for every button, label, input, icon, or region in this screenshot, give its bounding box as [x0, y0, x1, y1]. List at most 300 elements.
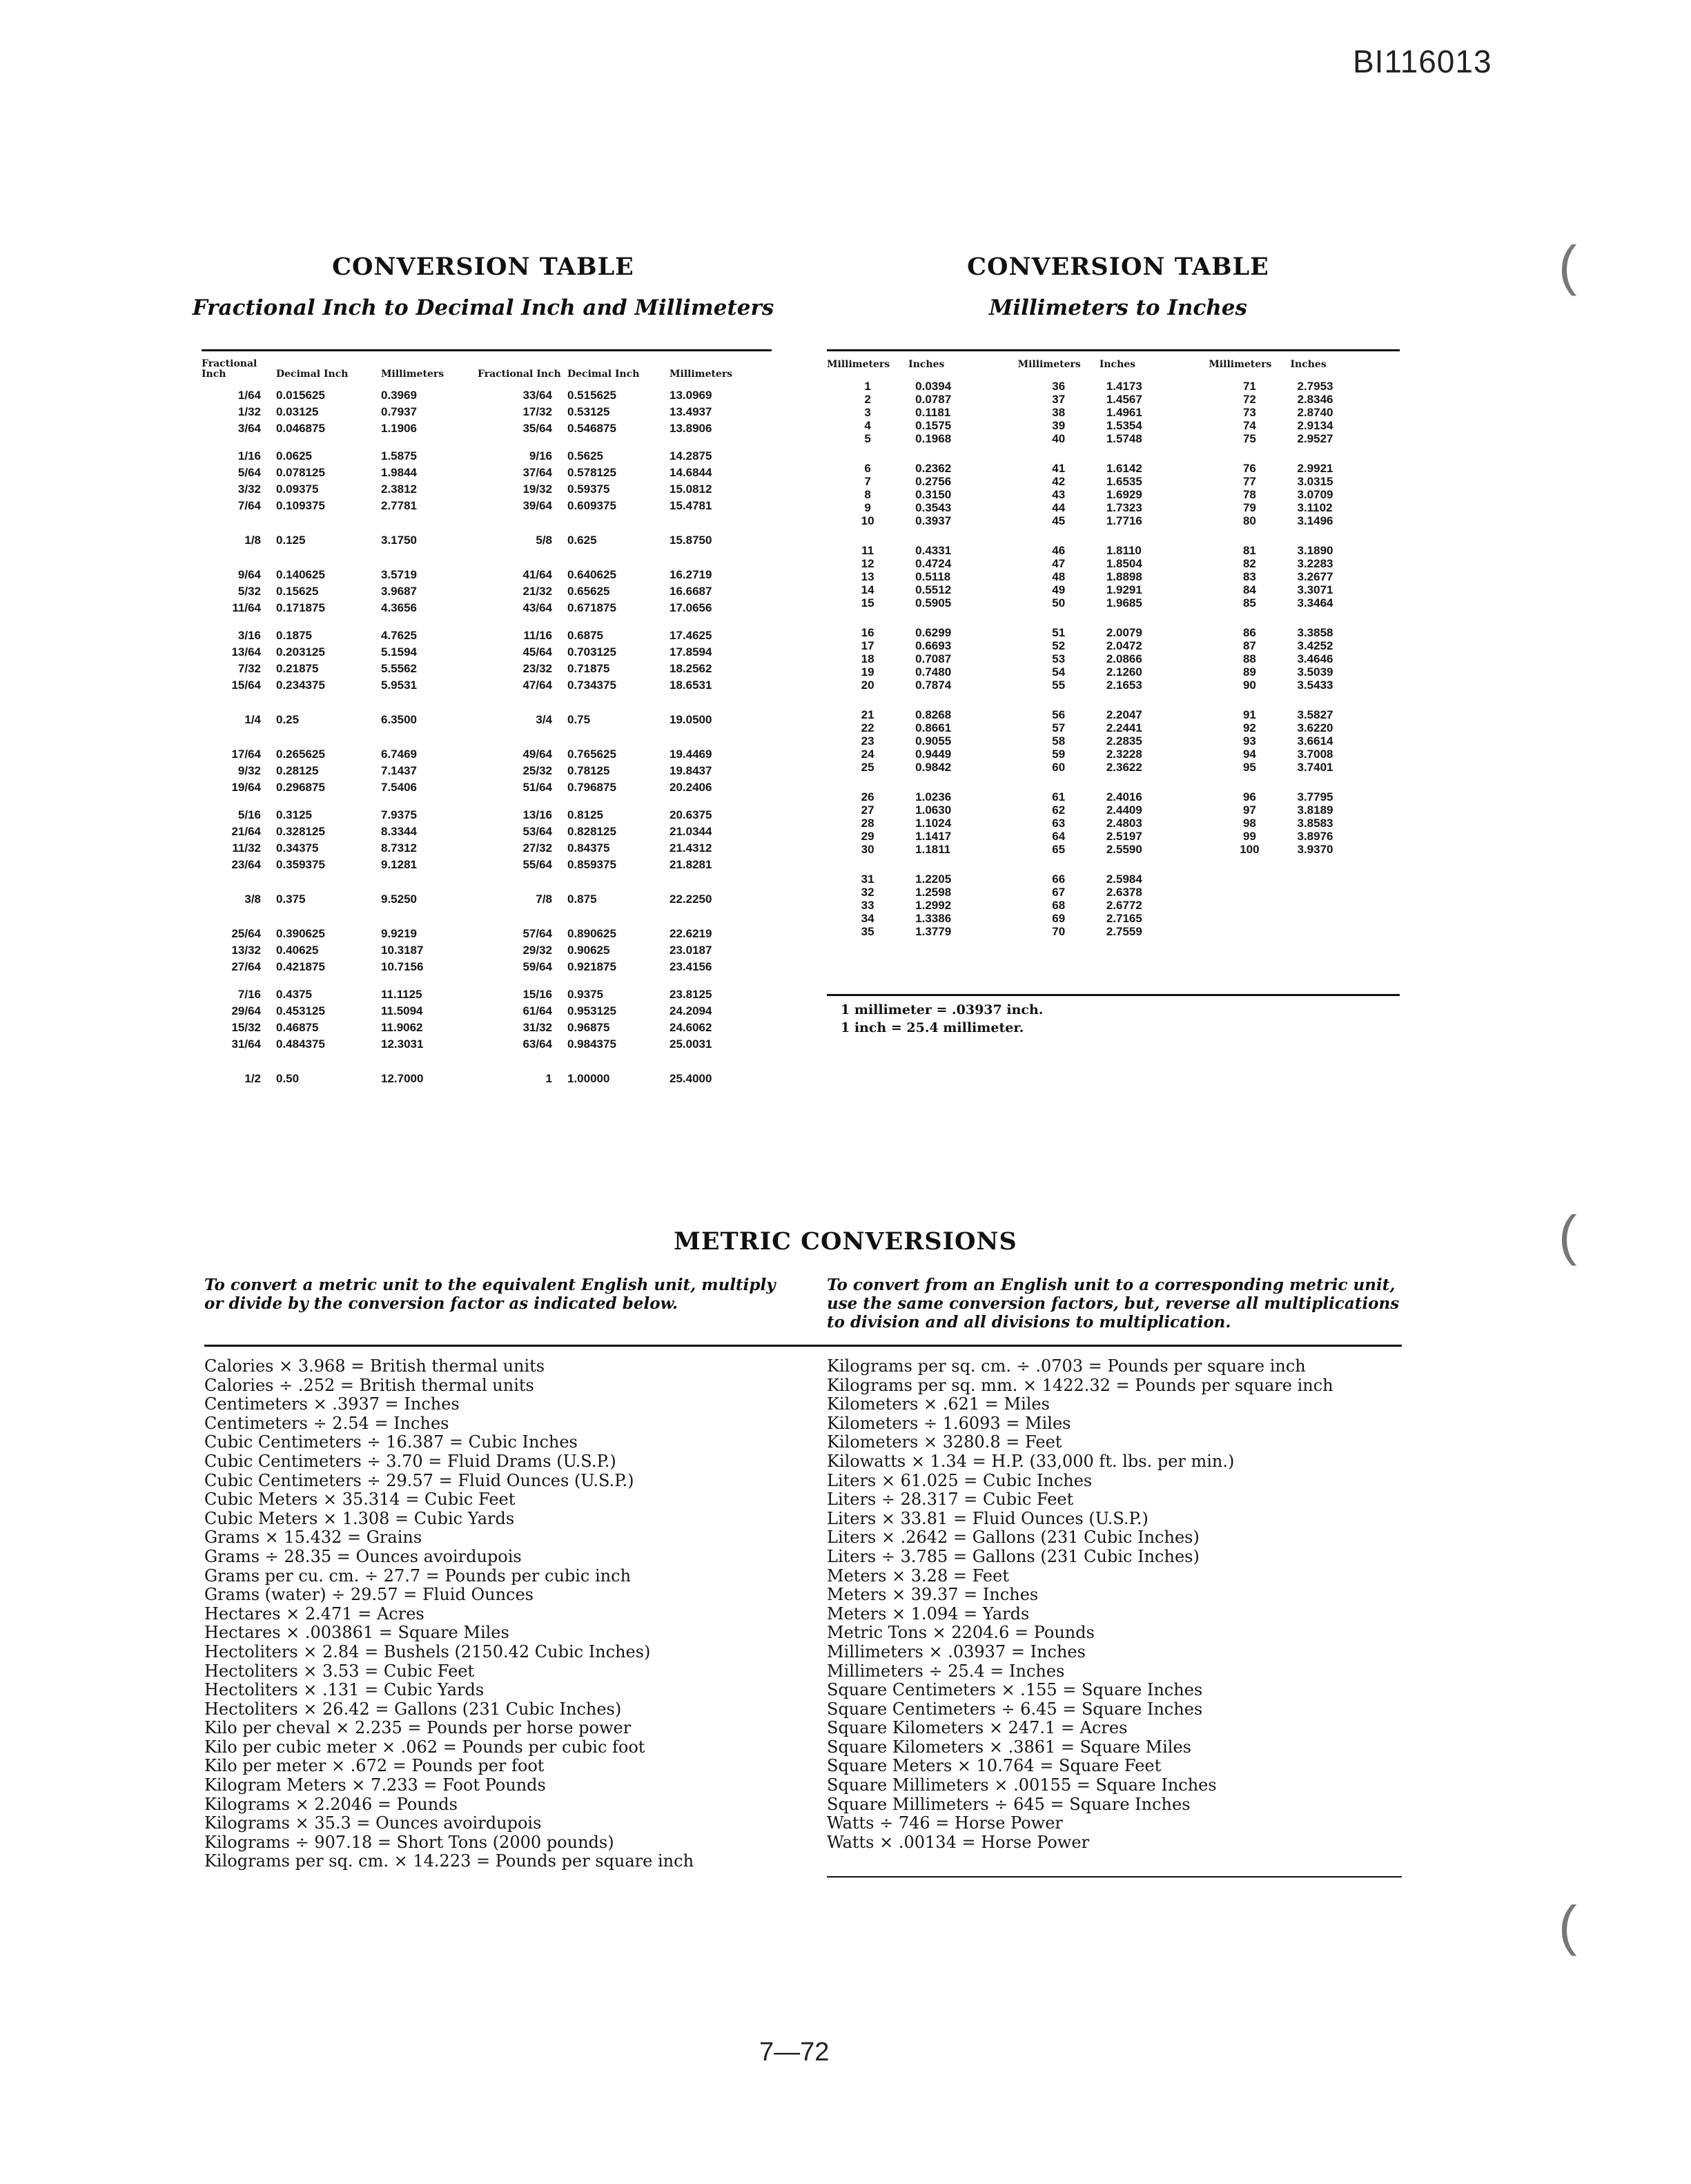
mm-value-cell: 37: [1052, 393, 1066, 406]
mm-table-row: [827, 734, 1400, 748]
frac-table-row: [202, 677, 772, 694]
mm-value-cell: 68: [1052, 899, 1066, 912]
frac-table-row: [202, 1020, 772, 1036]
frac-cell: 12.7000: [381, 1072, 424, 1086]
mm-table-subtitle: Millimeters to Inches: [989, 295, 1247, 320]
conversion-formula: Kilo per cheval × 2.235 = Pounds per horse power: [204, 1718, 632, 1738]
frac-cell: 0.328125: [276, 825, 325, 839]
frac-cell: 2.3812: [381, 482, 417, 496]
mm-value-cell: 19: [861, 665, 874, 679]
frac-table-row: [202, 387, 772, 404]
frac-cell: 19/64: [231, 781, 261, 794]
inch-value-cell: 0.2756: [915, 475, 952, 488]
frac-table-row: [202, 873, 772, 915]
frac-cell: 0.3125: [276, 808, 312, 822]
inch-value-cell: 1.5354: [1106, 419, 1142, 432]
conversion-formula: Square Millimeters ÷ 645 = Square Inches: [827, 1794, 1191, 1814]
frac-table-body: [202, 387, 772, 1094]
inch-value-cell: 1.4173: [1106, 380, 1142, 393]
inch-value-cell: 3.2677: [1297, 570, 1333, 583]
inch-value-cell: 1.2992: [915, 899, 952, 912]
mm-value-cell: 50: [1052, 596, 1066, 610]
frac-cell: 9/16: [529, 449, 552, 463]
conversion-formula: Kilograms per sq. cm. × 14.223 = Pounds per square inch: [204, 1851, 694, 1871]
frac-cell: 0.859375: [567, 858, 616, 872]
frac-cell: 33/64: [522, 389, 552, 402]
frac-cell: 45/64: [522, 645, 552, 659]
frac-cell: 0.890625: [567, 927, 616, 941]
frac-cell: 0.15625: [276, 585, 319, 598]
frac-cell: 1/64: [237, 389, 261, 402]
mm-table-row: [827, 774, 1400, 803]
frac-cell: 0.640625: [567, 568, 616, 582]
mm-table-row: [827, 432, 1400, 445]
binder-hole-mark-bottom: (: [1558, 1895, 1577, 1956]
mm-table-row: [827, 501, 1400, 514]
inch-value-cell: 3.7401: [1297, 761, 1333, 774]
frac-cell: 15/16: [522, 988, 552, 1002]
inch-value-cell: 2.9134: [1297, 419, 1333, 432]
inch-value-cell: 0.0394: [915, 380, 952, 393]
conversion-formula: Grams per cu. cm. ÷ 27.7 = Pounds per cubic inch: [204, 1566, 632, 1586]
inch-value-cell: 3.8189: [1297, 803, 1333, 817]
mm-table-row: [827, 925, 1400, 938]
frac-cell: 0.96875: [567, 1021, 610, 1035]
conversion-formula: Hectoliters × 26.42 = Gallons (231 Cubic Inches): [204, 1699, 622, 1719]
mm-value-cell: 36: [1052, 380, 1066, 393]
inch-value-cell: 2.5197: [1106, 830, 1142, 843]
conversion-formula: Square Millimeters × .00155 = Square Inches: [827, 1775, 1217, 1795]
frac-cell: 7/64: [237, 499, 261, 513]
inch-value-cell: 2.0866: [1106, 652, 1142, 665]
frac-cell: 0.46875: [276, 1021, 319, 1035]
inch-value-cell: 0.8268: [915, 708, 952, 721]
mm-value-cell: 76: [1242, 462, 1256, 475]
frac-cell: 8.7312: [381, 841, 417, 855]
mm-value-cell: 12: [861, 557, 874, 570]
mm-value-cell: 92: [1242, 721, 1256, 734]
inch-value-cell: 0.5118: [915, 570, 951, 583]
mm-value-cell: 48: [1052, 570, 1066, 583]
frac-table-row: [202, 857, 772, 873]
frac-cell: 17.8594: [669, 645, 712, 659]
frac-cell: 19.8437: [669, 764, 712, 778]
mm-value-cell: 6: [864, 462, 871, 475]
mm-value-cell: 7: [864, 475, 871, 488]
frac-cell: 3.1750: [381, 534, 417, 547]
mm-table-row: [827, 557, 1400, 570]
mm-value-cell: 47: [1052, 557, 1066, 570]
inch-value-cell: 1.5748: [1106, 432, 1142, 445]
frac-cell: 1.00000: [567, 1072, 610, 1086]
conversion-formula: Liters × .2642 = Gallons (231 Cubic Inches): [827, 1528, 1200, 1548]
mm-value-cell: 13: [861, 570, 874, 583]
frac-cell: 3/32: [237, 482, 261, 496]
frac-cell: 0.9375: [567, 988, 603, 1002]
frac-table-row: [202, 644, 772, 661]
frac-cell: 27/32: [522, 841, 552, 855]
frac-cell: 1/32: [237, 405, 261, 419]
conversion-formula: Liters × 33.81 = Fluid Ounces (U.S.P.): [827, 1508, 1148, 1528]
mm-table-bottom-rule: [827, 994, 1400, 996]
frac-cell: 0.8125: [567, 808, 603, 822]
inch-value-cell: 1.2205: [915, 872, 952, 886]
frac-table-row: [202, 661, 772, 677]
mm-note-inch: 1 inch = 25.4 millimeter.: [841, 1020, 1024, 1035]
mm-table-row: [827, 748, 1400, 761]
conversion-formula: Kilo per cubic meter × .062 = Pounds per cubic foot: [204, 1737, 645, 1757]
inch-value-cell: 1.3386: [915, 912, 952, 925]
frac-cell: 0.59375: [567, 482, 610, 496]
inch-value-cell: 3.4252: [1297, 639, 1333, 652]
frac-cell: 0.90625: [567, 944, 610, 957]
mm-table-title: CONVERSION TABLE: [967, 253, 1269, 281]
inch-value-cell: 2.2835: [1106, 734, 1142, 748]
inch-value-cell: 0.2362: [915, 462, 952, 475]
frac-table-row: [202, 840, 772, 857]
frac-cell: 0.359375: [276, 858, 325, 872]
conversion-formula: Kilograms per sq. cm. ÷ .0703 = Pounds per square inch: [827, 1356, 1306, 1376]
mm-value-cell: 30: [861, 843, 874, 856]
frac-cell: 0.21875: [276, 662, 319, 676]
frac-table-row: [202, 1053, 772, 1094]
frac-cell: 13.8906: [669, 422, 712, 436]
mm-value-cell: 46: [1052, 544, 1066, 557]
metric-conversions-title: METRIC CONVERSIONS: [674, 1227, 1017, 1256]
inch-value-cell: 3.5433: [1297, 679, 1333, 692]
frac-cell: 25/32: [522, 764, 552, 778]
conversion-formula: Grams (water) ÷ 29.57 = Fluid Ounces: [204, 1585, 534, 1605]
mm-value-cell: 86: [1242, 626, 1256, 639]
frac-cell: 0.1875: [276, 629, 312, 643]
mm-value-cell: 5: [864, 432, 871, 445]
inch-value-cell: 1.6929: [1106, 488, 1142, 501]
frac-table-row: [202, 694, 772, 735]
mm-value-cell: [1209, 912, 1290, 925]
frac-cell: 1.9844: [381, 466, 417, 480]
frac-cell: 19.4469: [669, 748, 712, 761]
frac-cell: 0.671875: [567, 601, 616, 615]
frac-table-row: [202, 616, 772, 644]
mm-value-cell: 73: [1242, 406, 1256, 419]
mm-value-cell: 61: [1052, 790, 1066, 803]
mm-table-row: [827, 393, 1400, 406]
conversion-formula: Calories × 3.968 = British thermal units: [204, 1356, 545, 1376]
binder-hole-mark-top: (: [1558, 235, 1577, 296]
inch-value-cell: 0.4331: [915, 544, 952, 557]
inch-value-cell: 0.9449: [915, 748, 952, 761]
mm-value-cell: 21: [861, 708, 874, 721]
frac-cell: 25.4000: [669, 1072, 712, 1086]
inch-value-cell: 1.3779: [915, 925, 952, 938]
inch-value-cell: 3.2283: [1297, 557, 1333, 570]
inch-value-cell: 2.1653: [1106, 679, 1142, 692]
inch-value-cell: 1.7323: [1106, 501, 1142, 514]
frac-cell: 63/64: [522, 1037, 552, 1051]
inch-value-cell: 1.8898: [1106, 570, 1142, 583]
frac-cell: 0.84375: [567, 841, 610, 855]
mm-value-cell: 15: [861, 596, 874, 610]
mm-value-cell: 49: [1052, 583, 1066, 596]
mm-table-row: [827, 596, 1400, 610]
frac-cell: 0.421875: [276, 960, 325, 974]
mm-table-row: [827, 692, 1400, 721]
conversion-formula: Kilograms ÷ 907.18 = Short Tons (2000 pounds): [204, 1832, 614, 1852]
mm-value-cell: 23: [861, 734, 874, 748]
mm-value-cell: 51: [1052, 626, 1066, 639]
frac-table-row: [202, 975, 772, 1003]
frac-cell: 0.265625: [276, 748, 325, 761]
mm-value-cell: 55: [1052, 679, 1066, 692]
conversion-formula: Grams ÷ 28.35 = Ounces avoirdupois: [204, 1546, 522, 1566]
frac-cell: 1.5875: [381, 449, 417, 463]
mm-value-cell: 1: [864, 380, 871, 393]
frac-cell: 0.03125: [276, 405, 319, 419]
mm-value-cell: 25: [861, 761, 874, 774]
mm-value-cell: 9: [864, 501, 871, 514]
mm-value-cell: [1209, 899, 1290, 912]
mm-table-row: [827, 488, 1400, 501]
mm-value-cell: 100: [1240, 843, 1260, 856]
conversion-formula: Kilograms × 2.2046 = Pounds: [204, 1794, 458, 1814]
frac-cell: 0.578125: [567, 466, 616, 480]
frac-table-row: [202, 465, 772, 481]
frac-cell: 0.078125: [276, 466, 325, 480]
mm-value-cell: 32: [861, 886, 874, 899]
mm-value-cell: 18: [861, 652, 874, 665]
inch-value-cell: 1.8110: [1106, 544, 1142, 557]
mm-value-cell: 62: [1052, 803, 1066, 817]
inch-value-cell: 3.8976: [1297, 830, 1333, 843]
mm-table-row: [827, 761, 1400, 774]
frac-cell: 0.6875: [567, 629, 603, 643]
frac-cell: 0.921875: [567, 960, 616, 974]
mm-value-cell: 14: [861, 583, 874, 596]
frac-cell: 9/64: [237, 568, 261, 582]
mm-value-cell: 40: [1052, 432, 1066, 445]
mm-value-cell: 79: [1242, 501, 1256, 514]
frac-cell: 0.765625: [567, 748, 616, 761]
frac-cell: 29/64: [231, 1004, 261, 1018]
frac-cell: 3/16: [237, 629, 261, 643]
frac-cell: 3/64: [237, 422, 261, 436]
frac-cell: 0.015625: [276, 389, 325, 402]
mm-value-cell: 10: [861, 514, 874, 527]
frac-cell: 7.5406: [381, 781, 417, 794]
inch-value-cell: [1290, 899, 1400, 912]
mm-value-cell: 94: [1242, 748, 1256, 761]
metric-intro-right: To convert from an English unit to a corresponding metric unit, use the same conversion factors, but, reverse all multiplications to division and all divisions to multiplication.: [827, 1276, 1400, 1332]
mm-value-cell: 43: [1052, 488, 1066, 501]
mm-value-cell: 83: [1242, 570, 1256, 583]
frac-cell: 23/64: [231, 858, 261, 872]
inch-value-cell: 1.9685: [1106, 596, 1142, 610]
inch-value-cell: 0.1181: [915, 406, 951, 419]
conversion-formula: Grams × 15.432 = Grains: [204, 1528, 422, 1548]
inch-value-cell: 2.2047: [1106, 708, 1142, 721]
frac-cell: 3.9687: [381, 585, 417, 598]
inch-value-cell: [1290, 925, 1400, 938]
conversion-formula: Square Centimeters ÷ 6.45 = Square Inches: [827, 1699, 1203, 1719]
frac-cell: 10.3187: [381, 944, 424, 957]
mm-value-cell: 29: [861, 830, 874, 843]
mm-table-row: [827, 445, 1400, 475]
frac-cell: 0.484375: [276, 1037, 325, 1051]
fractional-conversion-table: [202, 359, 772, 1094]
mm-table-row: [827, 514, 1400, 527]
mm-value-cell: 56: [1052, 708, 1066, 721]
inch-value-cell: 3.1496: [1297, 514, 1333, 527]
frac-table-row: [202, 1036, 772, 1053]
frac-table-row: [202, 779, 772, 796]
mm-table-row: [827, 570, 1400, 583]
frac-table-row: [202, 404, 772, 420]
frac-cell: 7/32: [237, 662, 261, 676]
inch-value-cell: 0.3150: [915, 488, 952, 501]
mm-value-cell: 44: [1052, 501, 1066, 514]
mm-value-cell: [1209, 925, 1290, 938]
mm-header-inches-1: Inches: [908, 359, 945, 370]
mm-value-cell: 69: [1052, 912, 1066, 925]
frac-header-fractional-2: Fractional Inch: [478, 368, 561, 380]
frac-cell: 3/4: [536, 713, 552, 727]
inch-value-cell: [1290, 886, 1400, 899]
frac-cell: 5.5562: [381, 662, 417, 676]
mm-value-cell: 91: [1242, 708, 1256, 721]
frac-cell: 0.25: [276, 713, 300, 727]
document-id: BI116013: [1353, 43, 1492, 79]
mm-value-cell: 75: [1242, 432, 1256, 445]
inch-value-cell: 0.0787: [915, 393, 952, 406]
frac-cell: 0.40625: [276, 944, 319, 957]
conversion-formula: Cubic Centimeters ÷ 16.387 = Cubic Inches: [204, 1432, 578, 1452]
mm-value-cell: [1209, 886, 1290, 899]
mm-value-cell: 8: [864, 488, 871, 501]
frac-cell: 7.1437: [381, 764, 417, 778]
frac-table-row: [202, 959, 772, 975]
frac-table-container: [202, 359, 772, 1094]
frac-cell: 9.5250: [381, 893, 417, 906]
frac-cell: 21.8281: [669, 858, 712, 872]
conversion-formula: Cubic Meters × 1.308 = Cubic Yards: [204, 1508, 515, 1528]
frac-cell: 0.34375: [276, 841, 319, 855]
mm-table-row: [827, 639, 1400, 652]
mm-table-row: [827, 665, 1400, 679]
frac-cell: 37/64: [522, 466, 552, 480]
inch-value-cell: 2.9527: [1297, 432, 1333, 445]
inch-value-cell: 0.4724: [915, 557, 952, 570]
frac-cell: 0.109375: [276, 499, 325, 513]
inch-value-cell: 1.6142: [1106, 462, 1142, 475]
mm-value-cell: 20: [861, 679, 874, 692]
mm-value-cell: 88: [1242, 652, 1256, 665]
frac-cell: 57/64: [522, 927, 552, 941]
frac-cell: 31/32: [522, 1021, 552, 1035]
mm-table-row: [827, 406, 1400, 419]
page-number: 7—72: [759, 2038, 830, 2067]
conversion-formula: Centimeters ÷ 2.54 = Inches: [204, 1413, 449, 1433]
frac-cell: 0.390625: [276, 927, 325, 941]
frac-cell: 24.6062: [669, 1021, 712, 1035]
frac-cell: 0.203125: [276, 645, 325, 659]
inch-value-cell: 3.1890: [1297, 544, 1333, 557]
inch-value-cell: 3.3464: [1297, 596, 1333, 610]
frac-cell: 0.28125: [276, 764, 319, 778]
inch-value-cell: 2.2441: [1106, 721, 1142, 734]
mm-value-cell: 28: [861, 817, 874, 830]
mm-value-cell: 90: [1242, 679, 1256, 692]
conversion-formula: Square Kilometers × 247.1 = Acres: [827, 1718, 1128, 1738]
frac-cell: 22.6219: [669, 927, 712, 941]
mm-value-cell: 27: [861, 803, 874, 817]
mm-value-cell: 77: [1242, 475, 1256, 488]
mm-value-cell: 71: [1242, 380, 1256, 393]
mm-value-cell: 16: [861, 626, 874, 639]
mm-value-cell: 87: [1242, 639, 1256, 652]
frac-cell: 7/8: [536, 893, 552, 906]
conversion-formula: Hectoliters × 2.84 = Bushels (2150.42 Cubic Inches): [204, 1641, 651, 1661]
frac-table-title: CONVERSION TABLE: [332, 253, 634, 281]
frac-header-decimal: Decimal Inch: [276, 368, 349, 380]
inch-value-cell: 0.7087: [915, 652, 952, 665]
frac-cell: 0.625: [567, 534, 597, 547]
frac-cell: 19.0500: [669, 713, 712, 727]
inch-value-cell: 2.0079: [1106, 626, 1142, 639]
frac-table-row: [202, 1003, 772, 1020]
mm-value-cell: 3: [864, 406, 871, 419]
mm-header-inches-3: Inches: [1290, 359, 1327, 370]
conversion-formula: Watts ÷ 746 = Horse Power: [827, 1813, 1063, 1833]
frac-cell: 13/32: [231, 944, 261, 957]
conversion-formula: Kilo per meter × .672 = Pounds per foot: [204, 1756, 545, 1776]
frac-cell: 59/64: [522, 960, 552, 974]
inch-value-cell: 3.1102: [1297, 501, 1333, 514]
conversion-formula: Liters × 61.025 = Cubic Inches: [827, 1470, 1093, 1490]
frac-cell: 23.4156: [669, 960, 712, 974]
frac-cell: 0.3969: [381, 389, 417, 402]
inch-value-cell: 2.0472: [1106, 639, 1142, 652]
mm-value-cell: 17: [861, 639, 874, 652]
frac-cell: 8.3344: [381, 825, 417, 839]
mm-value-cell: 39: [1052, 419, 1066, 432]
frac-table-row: [202, 583, 772, 600]
conversion-formula: Hectoliters × 3.53 = Cubic Feet: [204, 1661, 475, 1681]
frac-cell: 4.3656: [381, 601, 417, 615]
frac-cell: 18.6531: [669, 679, 712, 692]
frac-cell: 0.984375: [567, 1037, 616, 1051]
mm-header-inches-2: Inches: [1099, 359, 1136, 370]
conversion-formula: Kilograms × 35.3 = Ounces avoirdupois: [204, 1813, 542, 1833]
conversion-formula: Kilogram Meters × 7.233 = Foot Pounds: [204, 1775, 546, 1795]
frac-cell: 11.5094: [381, 1004, 423, 1018]
frac-cell: 1.1906: [381, 422, 417, 436]
frac-cell: 17.4625: [669, 629, 712, 643]
inch-value-cell: 2.5590: [1106, 843, 1142, 856]
mm-value-cell: 11: [861, 544, 874, 557]
conversion-formula: Centimeters × .3937 = Inches: [204, 1394, 460, 1414]
frac-cell: 1/2: [244, 1072, 261, 1086]
conversion-formula: Millimeters ÷ 25.4 = Inches: [827, 1661, 1065, 1681]
frac-cell: 61/64: [522, 1004, 552, 1018]
mm-value-cell: 31: [861, 872, 874, 886]
conversion-formula: Liters ÷ 3.785 = Gallons (231 Cubic Inches): [827, 1546, 1200, 1566]
mm-value-cell: 60: [1052, 761, 1066, 774]
mm-value-cell: 2: [864, 393, 871, 406]
frac-cell: 5.1594: [381, 645, 417, 659]
inch-value-cell: 2.7953: [1297, 380, 1333, 393]
frac-cell: 25/64: [231, 927, 261, 941]
inch-value-cell: 0.5512: [915, 583, 952, 596]
